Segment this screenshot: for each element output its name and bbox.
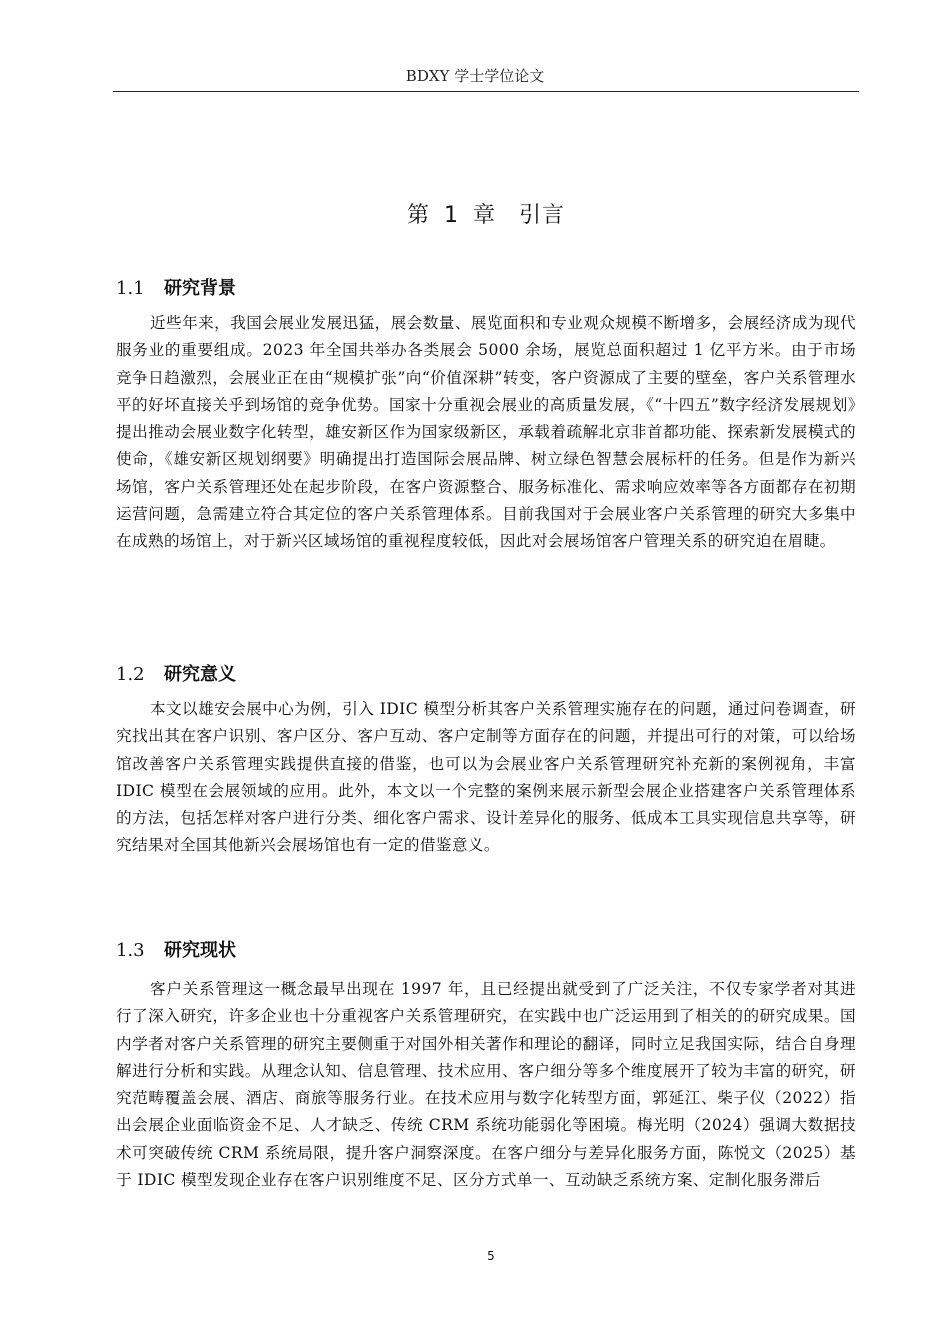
section-title: 研究背景 [164,278,236,299]
section-number: 1.1 [116,278,145,299]
section-title: 研究现状 [164,940,236,961]
section-paragraph-1-1: 近些年来，我国会展业发展迅猛，展会数量、展览面积和专业观众规模不断增多，会展经济成为现代服务业的重要组成。2023 年全国共举办各类展会 5000 余场，展览总面积超过 1 亿平方米。由于市场竞争日趋激烈，会展业正在由“规模扩张”向“价值深耕”转变，客户资源成了主要的壁垒，客户关系管理水平的好坏直接关乎到场馆的竞争优势。国家十分重视会展业的高质量发展，《“十四五”数字经济发展规划》提出推动会展业数字化转型，雄安新区作为国家级新区，承载着疏解北京非首都功能、探索新发展模式的使命，《雄安新区规划纲要》明确提出打造国际会展品牌、树立绿色智慧会展标杆的任务。但是作为新兴场馆，客户关系管理还处在起步阶段，在客户资源整合、服务标准化、需求响应效率等各方面都存在初期运营问题，急需建立符合其定位的客户关系管理体系。目前我国对于会展业客户关系管理的研究大多集中在成熟的场馆上，对于新兴区域场馆的重视程度较低，因此对会展场馆客户管理关系的研究迫在眉睫。 [116,314,856,551]
chapter-title: 第 1 章 引言 [407,203,565,228]
header-divider [113,91,859,92]
section-number: 1.2 [116,664,145,685]
section-title: 研究意义 [164,664,236,685]
section-paragraph-1-3: 客户关系管理这一概念最早出现在 1997 年，且已经提出就受到了广泛关注，不仅专家学者对其进行了深入研究，许多企业也十分重视客户关系管理研究，在实践中也广泛运用到了相关的的研究成果。国内学者对客户关系管理的研究主要侧重于对国外相关著作和理论的翻译，同时立足我国实际，结合自身理解进行分析和实践。从理念认知、信息管理、技术应用、客户细分等多个维度展开了较为丰富的研究，研究范畴覆盖会展、酒店、商旅等服务行业。在技术应用与数字化转型方面，郭延江、柴子仪（2022）指出会展企业面临资金不足、人才缺乏、传统 CRM 系统功能弱化等困境。梅光明（2024）强调大数据技术可突破传统 CRM 系统局限，提升客户洞察深度。在客户细分与差异化服务方面，陈悦文（2025）基于 IDIC 模型发现企业存在客户识别维度不足、区分方式单一、互动缺乏系统方案、定制化服务滞后 [116,980,856,1190]
page-number: 5 [487,1249,495,1263]
running-header: BDXY 学士学位论文 [405,67,545,85]
section-number: 1.3 [116,940,145,961]
section-paragraph-1-2: 本文以雄安会展中心为例，引入 IDIC 模型分析其客户关系管理实施存在的问题，通过问卷调查，研究找出其在客户识别、客户区分、客户互动、客户定制等方面存在的问题，并提出可行的对策，可以给场馆改善客户关系管理实践提供直接的借鉴，也可以为会展业客户关系管理研究补充新的案例视角，丰富 IDIC 模型在会展领域的应用。此外，本文以一个完整的案例来展示新型会展企业搭建客户关系管理体系的方法，包括怎样对客户进行分类、细化客户需求、设计差异化的服务、低成本工具实现信息共享等，研究结果对全国其他新兴会展场馆也有一定的借鉴意义。 [116,700,856,855]
section-heading-1-3 [116,938,236,964]
section-heading-1-2 [116,662,236,688]
section-heading-1-1 [116,276,236,302]
